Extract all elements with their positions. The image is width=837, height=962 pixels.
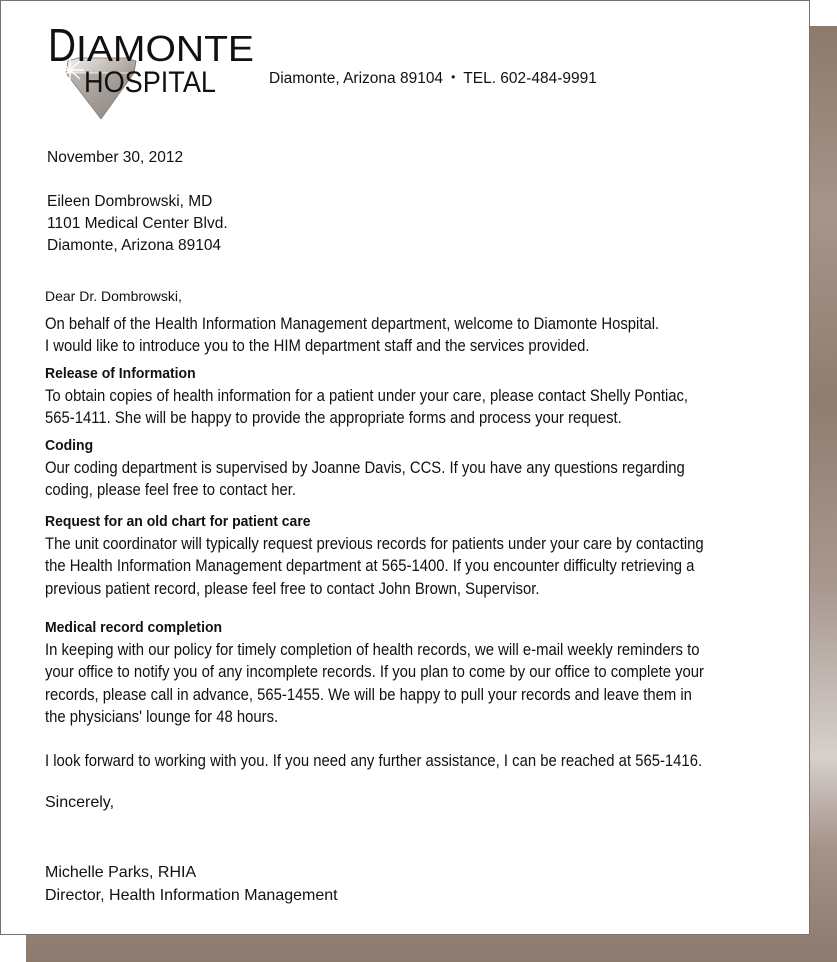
letter-date: [47, 147, 183, 169]
section-body-coding: [45, 457, 685, 502]
body-line: In keeping with our policy for timely completion of health records, we will e-mail weekly reminders to: [45, 641, 700, 659]
recipient-street: 1101 Medical Center Blvd.: [47, 215, 228, 232]
signer-title: Director, Health Information Management: [45, 887, 338, 904]
section-heading-release: Release of Information: [45, 365, 196, 382]
body-line: the Health Information Management department at 565-1400. If you encounter difficulty retrieving a: [45, 557, 695, 576]
body-line: the physicians' lounge for 48 hours.: [45, 707, 279, 726]
recipient-city: Diamonte, Arizona 89104: [47, 237, 222, 254]
body-line: your office to notify you of any incomplete records. If you plan to come by our office to complete your: [45, 663, 704, 682]
section-heading-coding: Coding: [45, 437, 94, 454]
section-heading-old-chart: Request for an old chart for patient care: [45, 513, 311, 530]
body-line: The unit coordinator will typically request previous records for patients under your care by contacting: [45, 535, 704, 553]
hospital-logo: [46, 21, 261, 123]
bullet-separator: •: [451, 70, 456, 84]
section-heading-record-completion: Medical record completion: [45, 619, 223, 636]
hospital-phone: TEL. 602-484-9991: [463, 70, 597, 87]
diamond-icon: [46, 21, 261, 123]
intro-line: On behalf of the Health Information Management department, welcome to Diamonte Hospital.: [45, 315, 660, 333]
body-line: Our coding department is supervised by Joanne Davis, CCS. If you have any questions regarding: [45, 459, 685, 477]
svg-text:HOSPITAL: HOSPITAL: [84, 66, 216, 99]
body-line: 565-1411. She will be happy to provide the appropriate forms and process your request.: [45, 409, 622, 428]
signer-name: Michelle Parks, RHIA: [45, 864, 197, 881]
letterhead-contact: [269, 70, 597, 88]
recipient-name: Eileen Dombrowski, MD: [47, 193, 213, 210]
body-line: To obtain copies of health information for a patient under your care, please contact Shelly Pontiac,: [45, 387, 689, 405]
section-body-record-completion: [45, 639, 704, 728]
intro-line: I would like to introduce you to the HIM department staff and the services provided.: [45, 337, 590, 356]
closing-paragraph: I look forward to working with you. If you need any further assistance, I can be reached at 565-1416.: [45, 752, 703, 770]
section-body-old-chart: [45, 533, 704, 600]
intro-paragraph: [45, 313, 659, 358]
date-text: November 30, 2012: [47, 149, 184, 166]
body-line: records, please call in advance, 565-1455. We will be happy to pull your records and leave them in: [45, 685, 692, 704]
body-line: coding, please feel free to contact her.: [45, 481, 296, 500]
section-body-release: [45, 385, 688, 430]
recipient-address: [47, 191, 228, 257]
salutation: Dear Dr. Dombrowski,: [45, 288, 182, 304]
svg-text:IAMONTE: IAMONTE: [76, 28, 254, 69]
hospital-address: Diamonte, Arizona 89104: [269, 70, 444, 87]
signature-block: [45, 861, 338, 907]
svg-text:D: D: [48, 21, 76, 71]
sign-off: Sincerely,: [45, 794, 115, 811]
body-line: previous patient record, please feel free to contact John Brown, Supervisor.: [45, 579, 540, 598]
